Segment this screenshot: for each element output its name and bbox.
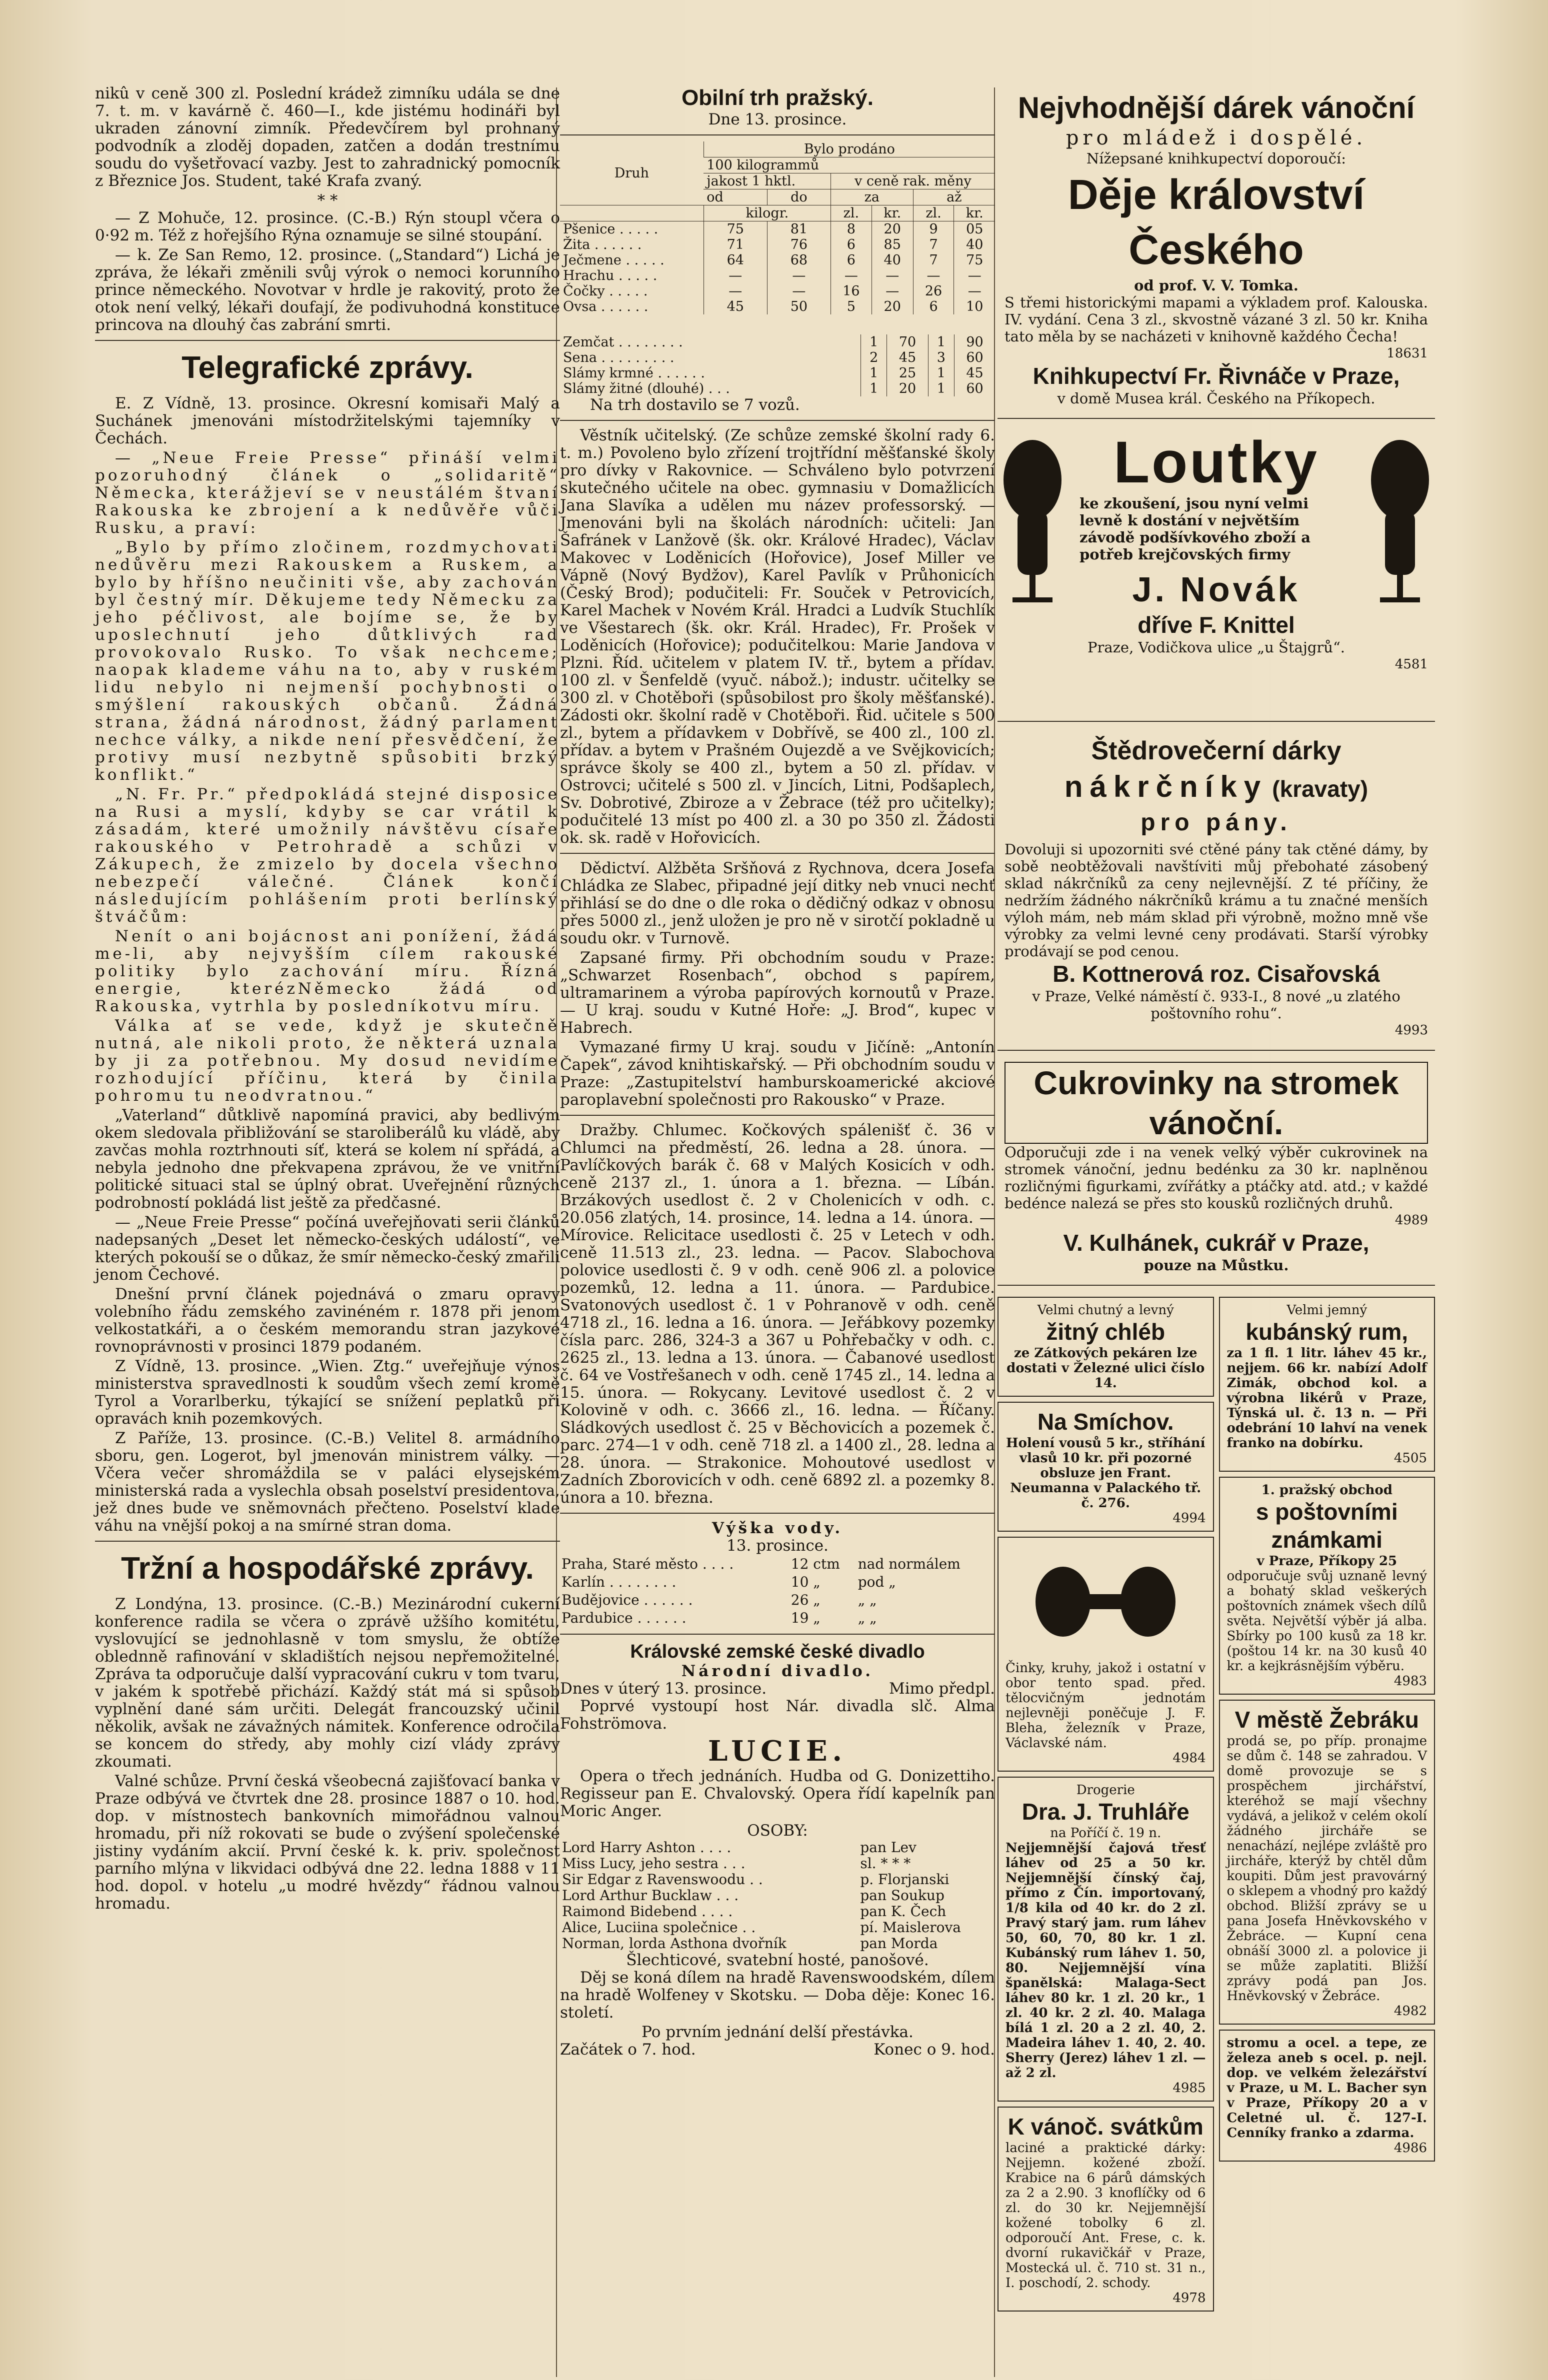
water-row-cell: „ „	[858, 1592, 877, 1608]
grain-row	[560, 268, 995, 283]
ad-book-sub: pro mládež i dospělé.	[1066, 126, 1367, 149]
grain-row-cell: 16	[830, 283, 872, 299]
hay-row-cell: 20	[887, 381, 928, 396]
grain-row-cell: —	[872, 268, 913, 283]
hay-row	[560, 365, 995, 381]
hay-row-cell: Sena . . . . . . . . .	[563, 350, 674, 365]
section-heading-telegraph: Telegrafické zprávy.	[182, 350, 474, 385]
telegraph-item: Dnešní první článek pojednává o zmaru opravy volebního řádu zemského zavinéném r. 1878 při jenom velkostatkáři, a o českém memorandu stran jazykové rovnoprávnosti v prosinci 1879 podaném.	[95, 1285, 560, 1356]
unit-kr: kr.	[954, 205, 995, 221]
ad-sweets-address: pouze na Můstku.	[1144, 1257, 1289, 1274]
cast-row	[560, 1840, 995, 1856]
water-row-cell: nad normálem	[858, 1556, 960, 1572]
ad-mannequins-address: Praze, Vodičkova ulice „u Štajgrů“.	[1087, 639, 1345, 656]
telegraph-item: Nenít o ani bojácnost ani ponížení, žádá me-li, aby nejvyšším cílem rakouské politiky bylo zachování míru. Řízná energie, kterézNěmecko žádá od Rakouska, vytrhla by posledníkotvu míru.	[95, 927, 560, 1015]
ad-book-title: Děje království Českého	[1068, 171, 1364, 273]
ad-barber	[998, 1402, 1214, 1532]
cast-row-cell: pan Morda	[860, 1935, 938, 1952]
ad-sweets-number: 4989	[1394, 1213, 1428, 1228]
hay-row	[560, 334, 995, 350]
grain-row-cell: 20	[872, 299, 913, 314]
water-level-date: 13. prosince.	[726, 1537, 828, 1555]
telegraph-item: Z Vídně, 13. prosince. „Wien. Ztg.“ uveřejňuje výnos ministerstva spravedlnosti k soudům všech zemí kromě Tyrol a Vorarlberku, týkající se snížení peplatků při opravách knih pozemkových.	[95, 1357, 560, 1428]
ad-drugstore	[998, 1777, 1214, 2102]
cast-row-cell: pan Soukup	[860, 1887, 944, 1904]
ad-drugstore-top: Drogerie	[1076, 1783, 1135, 1798]
ad-house-text: prodá se, po příp. pronajme se dům č. 148 se zahradou. V domě provozuje se s prospěchem jirchářství, kteréhož se mají všechny vydává, a jelikož v celém okolí žádného jircháře se nenachází, nejlépe zvláště pro jircháře, kterýž by chtěl dům koupiti. Dům jest pravovárný o sklepem a vhodný pro každý obchod. Bližší zprávy se u pana Josefa Hněvkovského v Žebráce. — Kupní cena obnáší 3000 zl. a polovice ji se může zaplatiti. Bližší zprávy podá pan Jos. Hněvkovský v Žebráce.	[1226, 1734, 1427, 2004]
opera-title: LUCIE.	[708, 1735, 848, 1768]
col-za: za	[830, 189, 913, 205]
small-ads	[998, 1292, 1435, 2317]
col-header-qty: 100 kilogrammů	[704, 157, 995, 173]
ad-rum-number: 4505	[1394, 1451, 1427, 1466]
telegraph-item: „N. Fr. Pr.“ předpokládá stejné disposice na Rusi a myslí, kdyby se car vrátil k zásadám, které umožnily návštěvu císaře rakouského v Petrohradě a schůzi v Zákupech, že zmizelo by docela všechno nebezpečí válečné. Článek končí následujícím pohlášením proti berlínský štváčům:	[95, 785, 560, 926]
ad-book-headline: Nejvhodnější dárek vánoční	[1018, 91, 1415, 124]
ad-rum-top: Velmi jemný	[1286, 1303, 1368, 1318]
col-header-kind: Druh	[560, 141, 704, 205]
cast-row-cell: Sir Edgar z Ravenswoodu . .	[562, 1871, 763, 1888]
theft-report: nikû v ceně 300 zl. Poslední krádež zimníku udála se dne 7. t. m. v kavárně č. 460—I., kde jistému hodináři byl ukraden zánovní zimník. Předevčírem byl prohnaný podvodník a zloděj dopaden, zatčen a dodán trestnímu soudu do vyšetřovací vazby. Jest to zahradnický pomocník z Březnice Jos. Student, také Krafa zvaný.	[95, 84, 560, 190]
cast-row-cell: p. Florjanski	[860, 1871, 950, 1888]
water-row-cell: pod „	[858, 1574, 896, 1590]
water-row	[561, 1610, 994, 1627]
grain-row-cell: 26	[913, 283, 954, 299]
col-header-price: v ceně rak. měny	[830, 173, 995, 189]
grain-market-date: Dne 13. prosince.	[708, 110, 847, 128]
divider	[560, 1115, 995, 1116]
ad-ties	[998, 728, 1435, 1044]
water-row-cell: 10 „	[790, 1574, 820, 1590]
ad-barber-text: Holení vousů 5 kr., stříhání vlasů 10 kr. při pozorné obsluze jen Frant. Neumanna v Palackého tř. č. 276.	[1006, 1436, 1206, 1511]
separator-stars: * *	[317, 191, 338, 209]
cast-row	[560, 1904, 995, 1920]
cast-row	[560, 1856, 995, 1872]
ad-book-address: v domě Musea král. Českého na Příkopech.	[1057, 390, 1376, 407]
ad-mannequins-prev: dříve F. Knittel	[1138, 612, 1295, 638]
water-row-cell: Pardubice . . . . . .	[562, 1610, 686, 1626]
ad-ties-address: v Praze, Velké náměstí č. 933-I., 8 nové „u zlatého poštovního rohu“.	[1032, 988, 1400, 1022]
grain-row-cell: 40	[954, 237, 995, 252]
cast-row	[560, 1936, 995, 1952]
cast-heading: OSOBY:	[747, 1822, 808, 1840]
grain-row-cell: 7	[913, 237, 954, 252]
telegraph-item: Z Paříže, 13. prosince. (C.-B.) Velitel 8. armádního sboru, gen. Logerot, byl jmenován ministrem války. — Včera večer shromáždila se v paláci elysejském ministerská rada a vyslechla obsah poselství presidentova, jež dnes bude ve sněmovnách přečteno. Poselství klade váhu na vnější pokoj a na smírné stran doma.	[95, 1429, 560, 1535]
ad-ornaments-number: 4986	[1394, 2141, 1427, 2156]
performance-date: Dnes v úterý 13. prosince.	[560, 1680, 767, 1698]
dumbbell-icon	[1006, 1552, 1206, 1652]
inheritance-notice: Dědictví. Alžběta Sršňová z Rychnova, dcera Josefa Chládka ze Slabec, připadné její ditky neb vnuci nechť přihlásí se do dne o dle roka o dědičný odkaz v obnosu přes 5000 zl., jenž uložen je pro ně v sirotčí pokladně u soudu okr. v Turnově.	[560, 859, 995, 947]
telegraph-item: — „Neue Freie Presse“ počíná uveřejňovati serii článků nadepsaných „Deset let německo-českých událostí“, ve kterých pokouší se o důkaz, že smír německo-český zmařili jenom Čechové.	[95, 1213, 560, 1284]
water-row	[561, 1574, 994, 1591]
section-heading-market: Tržní a hospodářské zprávy.	[121, 1551, 534, 1586]
hay-row-cell: 1	[861, 365, 887, 381]
grain-row-cell: —	[830, 268, 872, 283]
grain-row-cell: 85	[872, 237, 913, 252]
ad-ties-number: 4993	[1394, 1023, 1428, 1038]
ad-ties-name: B. Kottnerová roz. Cisařovská	[1052, 961, 1380, 987]
water-row-cell: „ „	[858, 1610, 877, 1626]
market-note: Na trh dostavilo se 7 vozů.	[590, 396, 800, 414]
hay-row-cell: 25	[887, 365, 928, 381]
ad-book-number: 18631	[1386, 346, 1428, 361]
subscription-note: Mimo předpl.	[888, 1680, 995, 1698]
grain-row-cell: 6	[913, 299, 954, 314]
ad-ties-title: Štědrovečerní dárky	[1091, 736, 1342, 765]
grain-row-cell: —	[704, 283, 767, 299]
blank-cell	[560, 205, 704, 221]
mannequin-icon	[1365, 435, 1435, 615]
grain-row-cell: —	[767, 268, 830, 283]
ad-bread-text: ze Zátkových pekáren lze dostati v Železné ulici číslo 14.	[1006, 1346, 1205, 1391]
ad-drugstore-title: Dra. J. Truhláře	[1022, 1799, 1190, 1825]
hay-row-cell: 90	[954, 334, 995, 350]
grain-price-table	[560, 141, 995, 314]
col-header-quality: jakost 1 hktl.	[704, 173, 830, 189]
ad-ties-word2: (kravaty)	[1272, 776, 1368, 802]
intermission-note: Po prvním jednání delší přestávka.	[642, 2023, 914, 2041]
hay-row-cell: Slámy žitné (dlouhé) . . .	[563, 381, 730, 396]
divider	[95, 1541, 560, 1542]
auctions: Dražby. Chlumec. Kočkových spálenišť č. 36 v Chlumci na předměstí, 26. ledna a 28. února. — Pavlíčkových barák č. 68 v Malých Kosicích v odh. ceně 2137 zl., 1. února a 1. března. — Líbán. Brzákových usedlost č. 2 v Cholenicích v odh. c. 20.056 zlatých, 14. prosince, 14. ledna a 14. února. — Mírovice. Relicitace usedlosti č. 25 v Letech v odh. ceně 11.513 zl., 23. ledna. — Pacov. Slabochova polovice usedlosti č. 9 v odh. ceně 906 zl. a polovice pozemků, 12. ledna a 11. února. — Pardubice. Svatonových usedlost č. 1 v Pohranově v odh. ceně 4718 zl., 16. ledna a 16. února. — Jeřábkovy pozemky čísla parc. 286, 324-3 a 367 u Pohřebačky v odh. c. 2625 zl., 13. ledna a 13. února. — Čabanové usedlost č. 64 ve Vostřešanech v odh. ceně 1745 zl., 14. ledna a 15. února. — Rokycany. Levitové usedlost č. 2 v Kolovině v odh. c. 3666 zl., 16. ledna. — Říčany. Sládkových usedlost č. 25 v Běchovicích a pozemek č. parc. 274—1 v odh. ceně 718 zl. a 1400 zl., 28. ledna a 28. února. — Strakonice. Mohoutové usedlost v Zadních Zborovicích v odh. ceně 6892 zl. a pozemky 8. února a 10. března.	[560, 1121, 995, 1507]
column-right	[998, 85, 1435, 2317]
hay-row-cell: 60	[954, 350, 995, 365]
grain-row-cell: 5	[830, 299, 872, 314]
theatre-title: Královské zemské české divadlo	[630, 1641, 925, 1662]
guest-note: Poprvé vystoupí host Nár. divadla slč. Alma Fohströmova.	[560, 1697, 995, 1733]
ad-christmas-text: laciné a praktické dárky: Nejjemn. kožené zboží. Krabice na 6 párů dámských za 2 a 2.90. 3 knoflíčky od 6 zl. do 30 kr. Nejjemnější kožené tobolky 6 zl. odporoučí Ant. Frese, c. k. dvorní rukavičkář v Praze, Mostecká ul. č. 710 st. 31 n., I. poschodí, 2. schody.	[1006, 2141, 1206, 2291]
ad-rum	[1219, 1297, 1436, 1472]
mainz-report: — Z Mohuče, 12. prosince. (C.-B.) Rýn stoupl včera o 0·92 m. Též z hořejšího Rýna oznamuje se silné stoupání.	[95, 209, 560, 244]
hay-row-cell: 3	[928, 350, 954, 365]
ad-house	[1219, 1700, 1436, 2025]
grain-row	[560, 237, 995, 252]
sanremo-report: — k. Ze San Remo, 12. prosince. („Standard“) Lichá je zpráva, že lékaři změnili svůj výrok o nemoci korunního prince německého. Novotvar v hrdle je rakovitý, proto že otok není velký, lékaři doufají, že podivuhodná konstituce princova na dlouhý čas zabrání smrti.	[95, 246, 560, 334]
cast-row-cell: sl. * * *	[860, 1855, 911, 1872]
divider	[998, 721, 1435, 722]
grain-row-cell: 9	[913, 221, 954, 237]
grain-row-cell: 45	[704, 299, 767, 314]
hay-row-cell: 1	[861, 334, 887, 350]
ad-ornaments	[1219, 2030, 1436, 2162]
setting-note: Děj se koná dílem na hradě Ravenswoodském, dílem na hradě Wolfeney v Skotsku. — Doba děje: Konec 16. století.	[560, 1969, 995, 2022]
ad-house-number: 4982	[1394, 2004, 1427, 2019]
ad-stamps-address: v Praze, Příkopy 25	[1256, 1554, 1398, 1569]
ad-sweets-text: Odporučuji zde i na venek velký výběr cukrovinek na stromek vánoční, jednu bedénku za 30 kr. naplněnou rozličnými figurkami, zvířátky a ptáčky atd. atd.; v každé bedénce nalezá se přes sto kousků rozličných druhů.	[1004, 1144, 1428, 1212]
unit-zl: zl.	[913, 205, 954, 221]
deleted-firms: Vymazané firmy U kraj. soudu v Jičíně: „Antonín Čapek“, závod knihtiskařský. — Při obchodním soudu v Praze: „Zastupitelství hamburskoamerické akciové paroplavební společnosti pro Rakousko“ v Praze.	[560, 1038, 995, 1109]
grain-row-cell: 40	[872, 252, 913, 268]
cast-row-cell: pan Lev	[860, 1839, 916, 1856]
ad-house-title: V městě Žebráku	[1234, 1707, 1419, 1733]
grain-row-cell: 6	[830, 237, 872, 252]
grain-row-cell: —	[954, 268, 995, 283]
grain-row	[560, 252, 995, 268]
water-row-cell: Praha, Staré město . . . .	[562, 1556, 734, 1572]
ad-stamps-number: 4983	[1394, 1674, 1427, 1689]
ad-ties-word: nákrčníky	[1064, 770, 1268, 803]
hay-row-cell: 1	[861, 381, 887, 396]
grain-row-cell: —	[704, 268, 767, 283]
ad-dumbbells-text: Činky, kruhy, jakož i ostatní v obor tento spad. před. tělocvičným jednotám nejlevněji poněčuje J. F. Bleha, železník v Praze, Václavské nám.	[1006, 1661, 1206, 1751]
hay-row-cell: 45	[887, 350, 928, 365]
ad-ornaments-text: stromu a ocel. a tepe, ze železa aneb s ocel. p. nejl. dop. ve velkém železářství v Praze, u M. L. Bacher syn v Praze, Příkopy 20 a v Celetné ul. č. 127-I. Cenníky franko a zdarma.	[1226, 2036, 1427, 2141]
col-od: od	[704, 189, 767, 205]
ad-ties-text: Dovoluji si upozorniti své ctěné pány tak ctěné dámy, by sobě neobtěžovali navštíviti můj přebohaté zásobený sklad nákrčníků za ceny nejlevnější. Z té příčiny, že nedržím žádného nákrčníků krámu a tu značné menších výloh mám, neb mám sklad při výrobně, možno mně vše výrobky za velmi levné ceny prodávati. Starší výrobky prodávají se pod cenou.	[1004, 841, 1428, 960]
ad-mannequins-text: ke zkoušení, jsou nyní velmi levně k dostání v největším závodě podšívkového zboží a potřeb krejčovských firmy	[1080, 495, 1311, 563]
divider	[95, 340, 560, 341]
cast-row-cell: Lord Arthur Bucklaw . . .	[562, 1887, 739, 1904]
water-row-cell: 19 „	[790, 1610, 820, 1626]
grain-row-cell: Ječmene . . . . .	[563, 252, 664, 268]
start-time: Začátek o 7. hod.	[560, 2041, 696, 2059]
ad-drugstore-text: Nejjemnější čajová třesť láhev od 25 a 50 kr. Nejjemnější čínský čaj, přímo z Čín. importovaný, 1/8 kila od 40 kr. do 2 zl. Pravý starý jam. rum láhev 50, 60, 70, 80 kr. 1 zl. Kubánský rum láhev 1. 50, 80. Nejjemnější vína španělská: Malaga-Sect láhev 80 kr. 1 zl. 20 kr., 1 zl. 40 kr. 2 zl. 40. Malaga bílá 1 zl. 20 a 2 zl. 40, 2. Madeira láhev 1. 40, 2. 40. Sherry (Jerez) láhev 1 zl. — až 2 zl.	[1006, 1841, 1206, 2081]
grain-row	[560, 221, 995, 237]
ad-mannequins	[998, 425, 1435, 715]
registered-firms: Zapsané firmy. Při obchodním soudu v Praze: „Schwarzet Rosenbach“, obchod s papírem, ultramarinem a výroba papírových kornoutů v Praze. — U kraj. soudu v Kutné Hoře: „J. Brod“, kupec v Habrech.	[560, 949, 995, 1037]
divider	[998, 1050, 1435, 1051]
ad-bread-title: žitný chléb	[1046, 1319, 1166, 1345]
grain-row-cell: Čočky . . . . .	[563, 283, 648, 299]
hay-row-cell: 1	[928, 381, 954, 396]
water-row	[561, 1592, 994, 1609]
ad-drugstore-number: 4985	[1172, 2081, 1206, 2096]
hay-row-cell: Zemčat . . . . . . . .	[563, 334, 683, 350]
cast-row-cell: Miss Lucy, jeho sestra . . .	[562, 1855, 746, 1872]
hay-row	[560, 350, 995, 365]
grain-row-cell: 10	[954, 299, 995, 314]
hay-row-cell: 70	[887, 334, 928, 350]
col-header-sold: Bylo prodáno	[704, 141, 995, 157]
opera-description: Opera o třech jednáních. Hudba od G. Donizettiho. Regisseur pan E. Chvalovský. Opera řídí kapelník pan Moric Anger.	[560, 1767, 995, 1820]
cast-row	[560, 1920, 995, 1936]
ad-christmas-title: K vánoč. svátkům	[1008, 2114, 1204, 2140]
hay-row-cell: 60	[954, 381, 995, 396]
water-row-cell: Budějovice . . . . . .	[562, 1592, 693, 1608]
cast-row-cell: Lord Harry Ashton . . . .	[562, 1839, 732, 1856]
ad-dumbbells	[998, 1537, 1214, 1772]
water-row-cell: 26 „	[790, 1592, 820, 1608]
ad-book-text: S třemi historickými mapami a výkladem prof. Kalouska. IV. vydání. Cena 3 zl., skvostně vázané 3 zl. 50 kr. Kniha tato měla by se nacházeti v knihovně každého Čecha!	[1004, 294, 1428, 345]
telegraph-item: — „Neue Freie Presse“ přináší velmi pozoruhodný článek o „solidaritě“ Německa, kterážjeví se v neustálém štvaní Rakouska ke zbrojení a k nedůvěře vůči Rusku, a praví:	[95, 449, 560, 537]
grain-row-cell: 05	[954, 221, 995, 237]
ad-book	[998, 90, 1435, 412]
grain-row-cell: 81	[767, 221, 830, 237]
ad-mannequins-title: Loutky	[1114, 429, 1319, 495]
unit-kr: kr.	[872, 205, 913, 221]
hay-price-table	[560, 334, 995, 396]
ad-drugstore-address: na Poříčí č. 19 n.	[1050, 1826, 1162, 1841]
grain-row-cell: Pšenice . . . . .	[563, 221, 658, 237]
grain-row-cell: 75	[954, 252, 995, 268]
ad-sweets-title: Cukrovinky na stromek vánoční.	[1004, 1062, 1428, 1144]
market-item: Valné schůze. První česká všeobecná zajišťovací banka v Praze odbývá ve čtvrtek dne 28. prosince 1887 o 10. hod. dop. v místnostech bankovních mimořádnou valnou hromadu, při níž rokovati se bude o zvýšení společenské jistiny vydáním akcií. První české k. k. priv. společnost parního mlýna v likvidaci odbývá dne 22. ledna 1888 v 11 hod. dopol. v hotelu „u modré hvězdy“ řádnou valnou hromadu.	[95, 1772, 560, 1913]
cast-row-cell: pan K. Čech	[860, 1903, 946, 1920]
ad-bread	[998, 1297, 1214, 1397]
grain-row-cell: —	[767, 283, 830, 299]
hay-row-cell: 1	[928, 334, 954, 350]
hay-row-cell: 45	[954, 365, 995, 381]
ad-mannequins-number: 4581	[1394, 657, 1428, 672]
hay-row-cell: 2	[861, 350, 887, 365]
cast-row-cell: Norman, lorda Asthona dvořník	[562, 1935, 786, 1952]
telegraph-item: Válka ať se vede, když je skutečně nutná, ale nikoli proto, že některá uznala by ji za potřebnou. My dosud nevidíme rozhodující příčinu, která by činila pohromu tu neodvratnou.“	[95, 1017, 560, 1105]
grain-row-cell: 50	[767, 299, 830, 314]
col-az: až	[913, 189, 995, 205]
cast-row-cell: Alice, Luciina společnice . .	[562, 1919, 756, 1936]
ad-bread-top: Velmi chutný a levný	[1037, 1303, 1174, 1318]
water-level-table	[560, 1555, 995, 1628]
grain-row-cell: 71	[704, 237, 767, 252]
water-row	[561, 1556, 994, 1573]
grain-row-cell: 7	[913, 252, 954, 268]
ad-stamps	[1219, 1477, 1436, 1695]
ad-ties-sub: pro pány.	[1140, 809, 1292, 836]
water-row-cell: Karlín . . . . . . . .	[562, 1574, 676, 1590]
ad-sweets-name: V. Kulhánek, cukrář v Praze,	[1063, 1230, 1370, 1256]
grain-row-cell: —	[913, 268, 954, 283]
cast-row	[560, 1872, 995, 1888]
grain-row-cell: 64	[704, 252, 767, 268]
divider	[560, 1513, 995, 1514]
small-ads-right	[1219, 1292, 1436, 2317]
ad-christmas-number: 4978	[1172, 2291, 1206, 2306]
teacher-bulletin: Věstník učitelský. (Ze schůze zemské školní rady 6. t. m.) Povoleno bylo zřízení trojtřídní měšťanské školy pro dívky v Rakovnice. — Schváleno bylo potvrzení skutečného učitele na obec. gymnasiu v Domažlicích Jana Slavíka a udělen mu název professorský. — Jmenováni byli na školách národních: učiteli: Jan Šafránek v Lanžově (šk. okr. Králové Hradec), Václav Makovec v Loděnicích (Hořovice), Josef Miller ve Vápně (Nový Bydžov), Karel Pavlík v Průhonicích (Český Brod); podučiteli: Fr. Souček v Petrovicích, Karel Machek v Novém Král. Hradci a Ludvík Stuchlík ve Všestarech (šk. okr. Král. Hradec), Fr. Prošek v Loděnicích (Hořovice); podučitelkou: Marie Jandova v Plzni. Říd. učitelem v platem IV. tř., bytem a přídav. 100 zl. v Šenfeldě (vyuč. nábož.); industr. učitelky se 300 zl. v Chotěboři (spůsobilost pro školy měšťanské). Zádosti okr. školní radě v Chotěboři. Řid. učitele s 500 zl., bytem a přídavkem v Dobřívě, se 400 zl., 100 zl. přídav. a bytem v Prašném Oujezdě a ve Svějkovicích; správce školy se 400 zl., bytem a 50 zl. přídav. v Ostrovci; učitelé s 500 zl. v Jincích, Litni, Podšaplech, Sv. Dobrotivé, Zbiroze a v Žebrace (též pro učitelky); podučitelé 13 míst po 400 zl. a 30 po 350 zl. Žádosti ok. sk. radě v Hořovicích.	[560, 426, 995, 847]
divider	[560, 420, 995, 421]
extras-note: Šlechticové, svatební hosté, panošové.	[626, 1951, 929, 1969]
ad-christmas-gifts	[998, 2107, 1214, 2312]
ad-stamps-top: 1. pražský obchod	[1261, 1483, 1392, 1498]
hay-row	[560, 381, 995, 396]
ad-dumbbells-number: 4984	[1172, 1751, 1206, 1766]
ad-rum-title: kubánský rum,	[1246, 1319, 1408, 1345]
column-left	[95, 85, 560, 1915]
grain-row-cell: Ovsa . . . . . .	[563, 299, 648, 314]
divider	[560, 1634, 995, 1635]
ad-barber-number: 4994	[1172, 1511, 1206, 1526]
ad-sweets	[998, 1057, 1435, 1279]
water-level-title: Výška vody.	[712, 1519, 844, 1537]
ad-rum-text: za 1 fl. 1 litr. láhev 45 kr., nejjem. 66 kr. nabízí Adolf Zimák, obchod kol. a výrobna likérů v Praze, Týnská ul. č. 13 n. — Při odebrání 10 lahví na venek franko na dobírku.	[1226, 1346, 1427, 1451]
ad-stamps-text: odporučuje svůj uznaně levný a bohatý sklad veškerých poštovních známek všech dílů světa. Největší výběr já alba. Sbírky po 100 kusů za 18 kr. (poštou 14 kr. na 30 kusů 40 kr. a kejkrásnějším výběru.	[1226, 1569, 1427, 1674]
theatre-subtitle: Národní divadlo.	[681, 1662, 874, 1680]
grain-market-title: Obilní trh pražský.	[682, 85, 874, 110]
grain-row-cell: 75	[704, 221, 767, 237]
cast-row-cell: pí. Maislerova	[860, 1919, 961, 1936]
cast-row	[560, 1888, 995, 1904]
ad-book-recommend: Nížepsané knihkupectví doporoučí:	[1086, 150, 1346, 167]
hay-row-cell: 1	[928, 365, 954, 381]
telegraph-item: E. Z Vídně, 13. prosince. Okresní komisaři Malý a Suchánek jmenováni místodržitelskými tajemníky v Čechách.	[95, 394, 560, 447]
grain-row	[560, 283, 995, 299]
divider	[998, 418, 1435, 419]
grain-row-cell: 20	[872, 221, 913, 237]
water-row-cell: 12 ctm	[790, 1556, 840, 1572]
ad-book-author: od prof. V. V. Tomka.	[1134, 277, 1298, 294]
ad-barber-title: Na Smíchov.	[1037, 1409, 1174, 1435]
mannequin-icon	[998, 435, 1068, 615]
ad-book-shop: Knihkupectví Fr. Řivnáče v Praze,	[1032, 363, 1400, 389]
cast-table	[560, 1840, 995, 1952]
hay-row-cell: Slámy krmné . . . . . .	[563, 365, 705, 381]
grain-row-cell: 8	[830, 221, 872, 237]
ad-mannequins-name: J. Novák	[1132, 570, 1300, 609]
end-time: Konec o 9. hod.	[874, 2041, 995, 2059]
grain-row-cell: Hrachu . . . . .	[563, 268, 658, 283]
telegraph-item: „Bylo by přímo zločinem, rozdmychovati nedůvěru mezi Rakouskem a Ruskem, a bylo by hříšno neučiniti vše, aby zachován byl čestný mír. Děkujeme tedy Německu za jeho péčlivost, ale bojíme se, že by uposlechnutí jeho důtklivých rad provokovalo Rusko. To však nechceme; naopak klademe váhu na to, aby v ruském lidu nebylo ni nejmenší pochybnosti o smýšlení rakouských občanů. Žádná strana, žádná národnost, žádný parlament nechce války, a nikde není přesvědčení, že protivy musí nezbytně spůsobiti brzký konflikt.“	[95, 538, 560, 784]
grain-row-cell: —	[954, 283, 995, 299]
unit-zl: zl.	[830, 205, 872, 221]
grain-row-cell: 76	[767, 237, 830, 252]
grain-row-cell: —	[872, 283, 913, 299]
col-do: do	[767, 189, 830, 205]
divider	[560, 853, 995, 854]
grain-row-cell: 68	[767, 252, 830, 268]
cast-row-cell: Raimond Bidebend . . . .	[562, 1903, 733, 1920]
column-middle	[560, 85, 995, 2059]
ad-stamps-title: s poštovními známkami	[1256, 1499, 1398, 1553]
telegraph-item: „Vaterland“ důtklivě napomíná pravici, aby bedlivým okem sledovala přibližování se staroliberálů ku vládě, aby zavčas mohla roztrhnouti síť, která se kolem ní spřádá, a nebyla jednoho dne překvapena zprávou, že ve vnitřní politické situaci stal se úplný obrat. Uveřejnění různých podrobností pokládá list ještě za předčasné.	[95, 1106, 560, 1212]
market-item: Z Londýna, 13. prosince. (C.-B.) Mezinárodní cukerní konference radila se včera o zprávě užšího komitétu, vyslovující se jednohlasně v tom smyslu, že obtíže oblednně rafinování v skladištích nejsou nepřemožitelné. Zpráva ta odporučuje další vypracování cukru v tom tvaru, v jakém k spotřebě přichází. Každý stát má si spůsob vyplnění dané sám určiti. Delegát francouzský učinil několik, avšak ne závažných námitek. Konference odročila se koncem do středy, aby mohly cizí vlády zprávy zkoumati.	[95, 1595, 560, 1771]
grain-row	[560, 299, 995, 314]
grain-row-cell: Žita . . . . . .	[563, 237, 642, 252]
small-ads-left	[998, 1292, 1214, 2317]
unit-kilogr: kilogr.	[704, 205, 830, 221]
divider	[998, 1285, 1435, 1286]
grain-row-cell: 6	[830, 252, 872, 268]
divider	[560, 134, 995, 135]
